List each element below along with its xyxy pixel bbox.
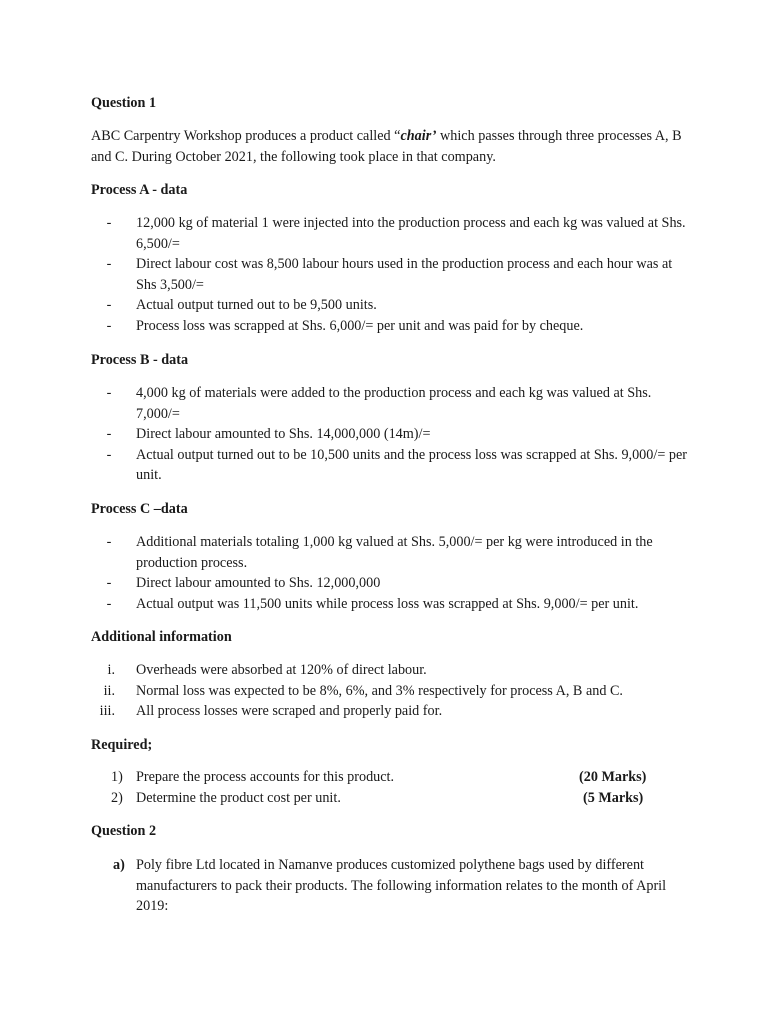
list-item: - Actual output turned out to be 10,500 units and the process loss was scrapped at Shs. 9,000/= per unit.	[106, 446, 687, 483]
list-item: - Direct labour cost was 8,500 labour hours used in the production process and each hour was at Shs 3,500/=	[106, 256, 673, 293]
list-item: i. Overheads were absorbed at 120% of direct labour.	[107, 662, 427, 678]
required-heading: Required;	[91, 737, 153, 753]
process-c-heading: Process C –data	[91, 501, 188, 517]
process-a-heading: Process A - data	[91, 182, 188, 198]
required-list	[91, 767, 691, 808]
question-1-intro: ABC Carpentry Workshop produces a product called “chair’ which passes through three processes A, B and C. During October 2021, the following took place in that company.	[91, 128, 682, 165]
question-1-heading: Question 1	[91, 95, 157, 111]
list-item: - Direct labour amounted to Shs. 12,000,000	[106, 575, 381, 591]
additional-info-list	[91, 660, 691, 722]
list-item: 1) Prepare the process accounts for this product. (20 Marks)	[91, 767, 691, 788]
list-item: ii. Normal loss was expected to be 8%, 6%, and 3% respectively for process A, B and C.	[103, 682, 623, 699]
marks-label: (20 Marks)	[579, 769, 647, 785]
product-name: chair’	[400, 128, 437, 144]
process-b-list	[91, 383, 691, 486]
additional-info-heading: Additional information	[91, 629, 232, 645]
list-item: - Actual output was 11,500 units while process loss was scrapped at Shs. 9,000/= per unit.	[106, 595, 639, 612]
question-2-heading: Question 2	[91, 823, 157, 839]
list-item: - 12,000 kg of material 1 were injected into the production process and each kg was valued at Shs. 6,500/=	[106, 215, 686, 252]
process-c-list	[91, 532, 691, 614]
list-item: - 4,000 kg of materials were added to the production process and each kg was valued at Shs. 7,000/=	[106, 385, 652, 422]
process-a-list	[91, 213, 691, 336]
list-item: 2) Determine the product cost per unit. (5 Marks)	[91, 788, 691, 809]
list-item: - Actual output turned out to be 9,500 units.	[106, 297, 377, 313]
marks-label: (5 Marks)	[583, 789, 644, 806]
part-a-marker: a)	[113, 857, 125, 873]
list-item: - Process loss was scrapped at Shs. 6,000/= per unit and was paid for by cheque.	[106, 317, 584, 334]
list-item: - Direct labour amounted to Shs. 14,000,000 (14m)/=	[106, 426, 431, 442]
list-item: - Additional materials totaling 1,000 kg valued at Shs. 5,000/= per kg were introduced in the production process.	[106, 534, 653, 571]
process-b-heading: Process B - data	[91, 352, 189, 368]
list-item: iii. All process losses were scraped and properly paid for.	[99, 703, 443, 719]
question-2-part-a-text: Poly fibre Ltd located in Namanve produces customized polythene bags used by different manufacturers to pack their products. The following information relates to the month of April 2019:	[136, 857, 667, 914]
